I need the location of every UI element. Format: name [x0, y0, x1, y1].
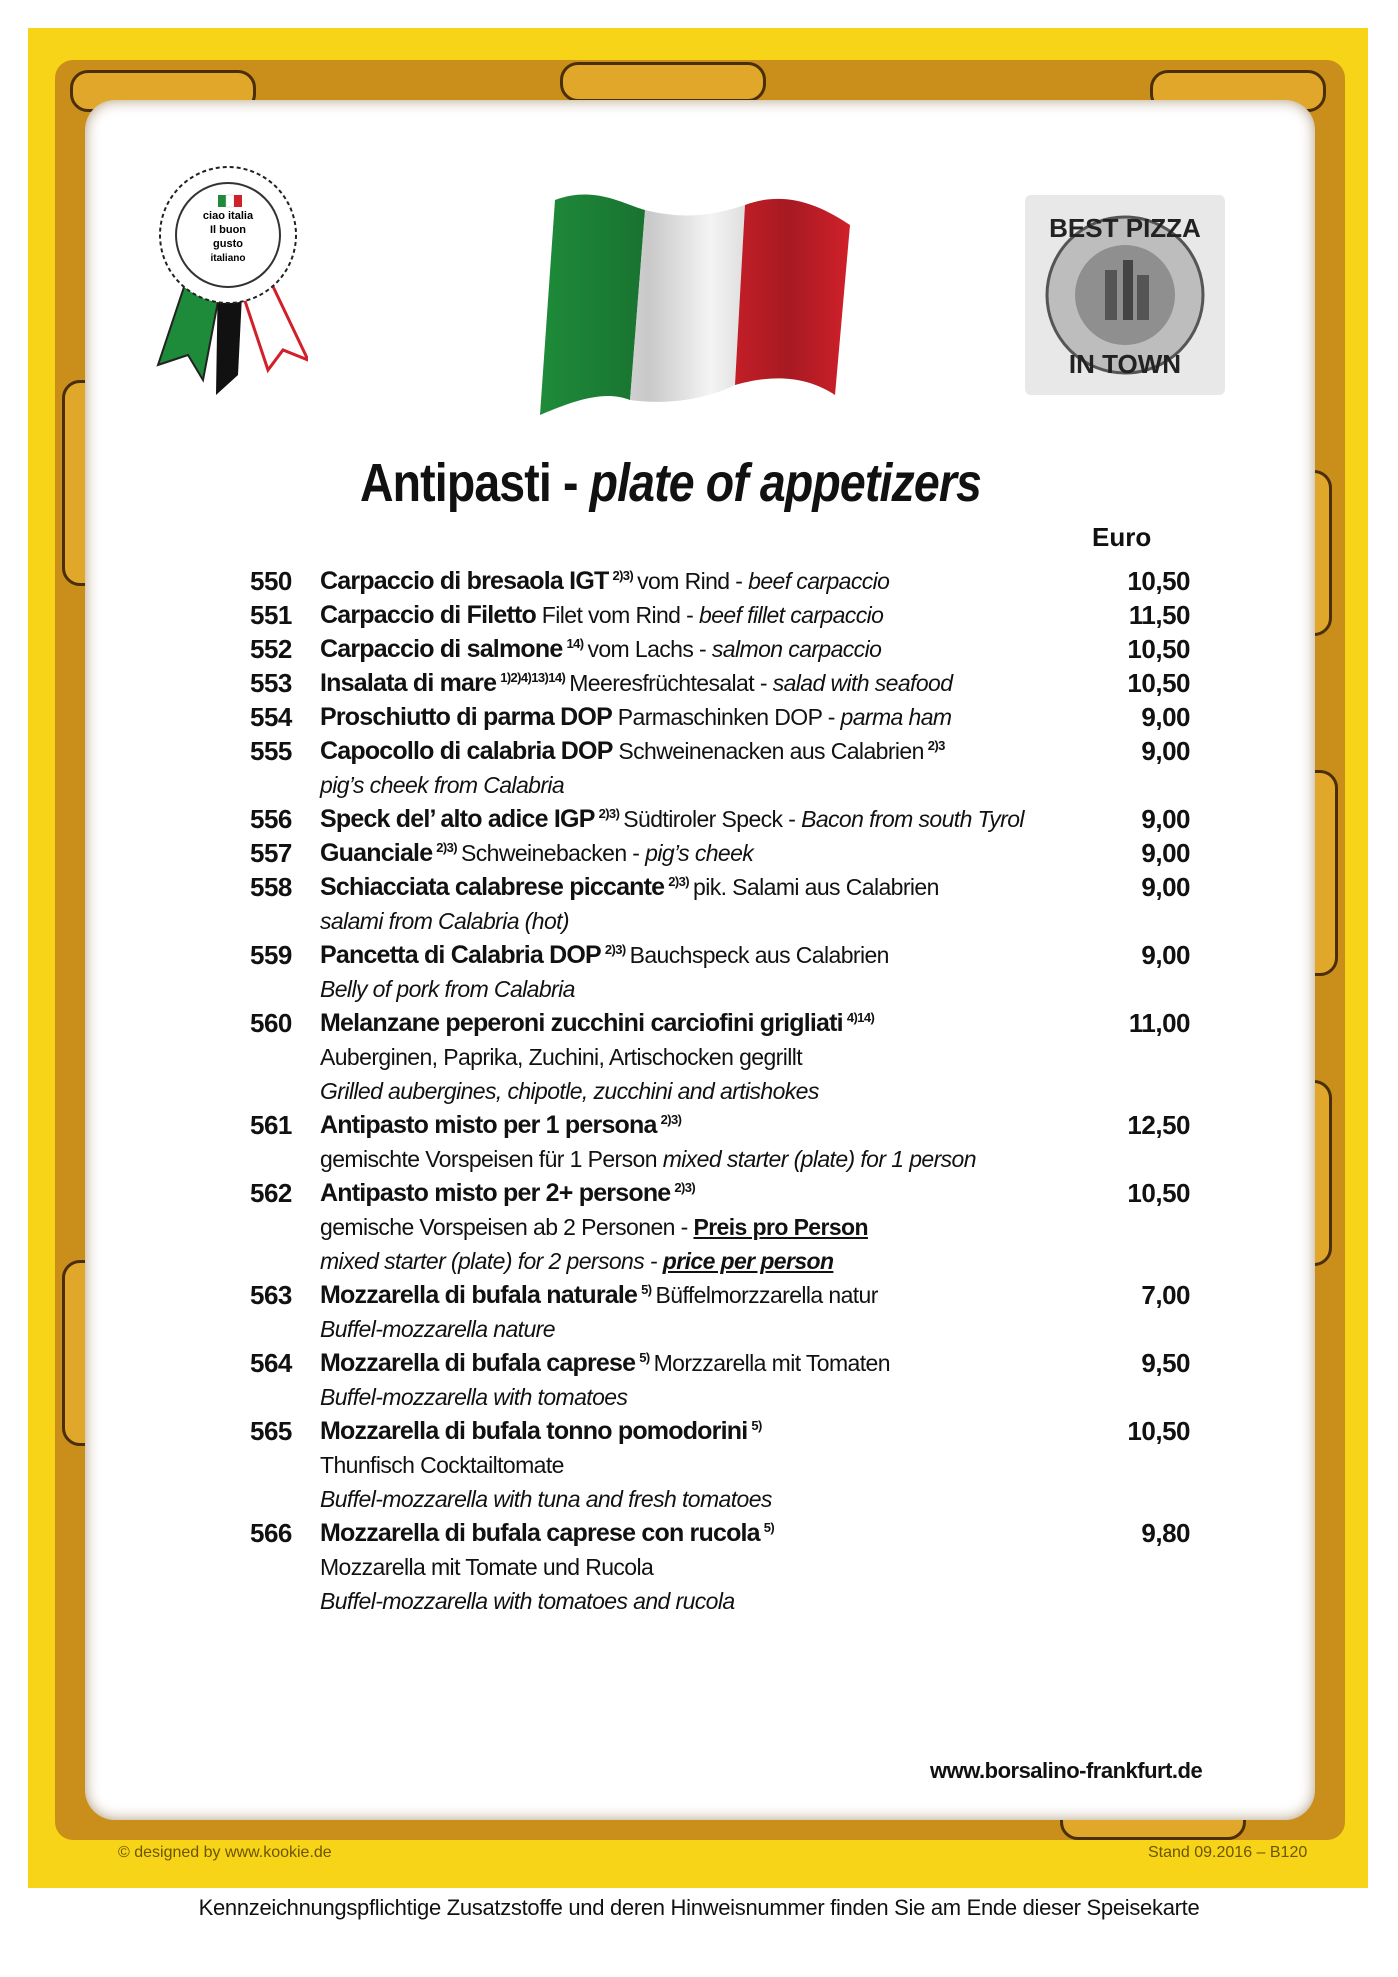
allergen-codes: 5) [763, 1520, 775, 1536]
menu-item [250, 802, 1190, 836]
item-number: 560 [250, 1008, 292, 1038]
allergen-codes: 14) [566, 636, 584, 652]
item-price: 12,50 [1127, 1110, 1190, 1140]
item-number: 566 [250, 1518, 292, 1548]
item-english-description: salami from Calabria (hot) [320, 908, 569, 934]
item-english-description: Belly of pork from Calabria [320, 976, 575, 1002]
item-english-description: Grilled aubergines, chipotle, zucchini and artishokes [320, 1078, 819, 1104]
item-english-description: salad with seafood [772, 670, 953, 696]
item-number: 565 [250, 1416, 292, 1446]
item-number: 554 [250, 702, 292, 732]
item-price: 9,80 [1141, 1518, 1190, 1548]
item-german-description: vom Lachs - [587, 636, 712, 662]
item-number: 562 [250, 1178, 292, 1208]
item-german-description: Schweinebacken - [461, 840, 646, 866]
item-description [320, 632, 1080, 666]
item-price: 10,50 [1127, 1416, 1190, 1446]
item-price: 9,50 [1141, 1348, 1190, 1378]
menu-item-line [250, 1346, 1190, 1380]
item-subline-german [250, 1550, 1190, 1584]
badge-text-2: Il buon [209, 224, 247, 236]
item-number: 550 [250, 566, 292, 596]
menu-item-line [250, 1516, 1190, 1550]
item-number: 555 [250, 736, 292, 766]
item-name: Antipasto misto per 2+ persone [320, 1179, 671, 1207]
menu-item [250, 666, 1190, 700]
item-german-description: gemische Vorspeisen ab 2 Personen - [320, 1214, 694, 1240]
item-number: 552 [250, 634, 292, 664]
item-german-description: Schweinenacken aus Calabrien [618, 738, 924, 764]
designer-credit: © designed by www.kookie.de [118, 1844, 332, 1861]
item-german-description: vom Rind - [637, 568, 749, 594]
item-english-description: pig’s cheek [645, 840, 754, 866]
item-price: 9,00 [1141, 838, 1190, 868]
item-subline-german [250, 1448, 1190, 1482]
item-number: 551 [250, 600, 292, 630]
allergen-codes: 2)3) [604, 942, 626, 958]
item-english-description: Buffel-mozzarella with tomatoes and rucola [320, 1588, 735, 1614]
item-subline-english [250, 1380, 1190, 1414]
item-price: 9,00 [1141, 872, 1190, 902]
item-english-description: salmon carpaccio [711, 636, 882, 662]
item-subline-english [250, 1482, 1190, 1516]
allergen-codes: 2)3) [660, 1112, 682, 1128]
menu-item-line [250, 700, 1190, 734]
item-name: Proschiutto di parma DOP [320, 703, 612, 731]
item-name: Guanciale [320, 839, 433, 867]
item-name: Carpaccio di Filetto [320, 601, 536, 629]
item-name: Mozzarella di bufala tonno pomodorini [320, 1417, 748, 1445]
additives-footer-note: Kennzeichnungspflichtige Zusatzstoffe und deren Hinweisnummer finden Sie am Ende dieser Speisekarte [198, 1895, 1200, 1920]
menu-item-line [250, 564, 1190, 598]
item-german-description: gemischte Vorspeisen für 1 Person [320, 1146, 663, 1172]
item-name: Mozzarella di bufala naturale [320, 1281, 638, 1309]
menu-item [250, 836, 1190, 870]
item-german-description: Südtiroler Speck - [623, 806, 802, 832]
item-english-description: Buffel-mozzarella with tomatoes [320, 1384, 628, 1410]
item-german-description: Morzzarella mit Tomaten [653, 1350, 890, 1376]
logo-text-top: BEST PIZZA [1049, 213, 1201, 243]
item-english-description: beef fillet carpaccio [699, 602, 884, 628]
menu-item-line [250, 598, 1190, 632]
ciao-italia-badge [148, 165, 308, 415]
item-number: 561 [250, 1110, 292, 1140]
item-name: Mozzarella di bufala caprese [320, 1349, 636, 1377]
item-price: 10,50 [1127, 634, 1190, 664]
item-english-description: beef carpaccio [748, 568, 890, 594]
menu-item-line [250, 1414, 1190, 1448]
scroll-decoration [560, 62, 766, 102]
item-german-description: pik. Salami aus Calabrien [693, 874, 939, 900]
item-subline-english [250, 1244, 1190, 1278]
item-description [320, 734, 1080, 768]
allergen-codes: 2)3) [598, 806, 620, 822]
item-description [320, 1006, 1080, 1040]
allergen-codes: 4)14) [846, 1010, 875, 1026]
price-note: price per person [662, 1248, 834, 1274]
item-price: 9,00 [1141, 702, 1190, 732]
item-description [320, 700, 1080, 734]
menu-item [250, 1516, 1190, 1618]
menu-item [250, 1108, 1190, 1176]
menu-item [250, 1414, 1190, 1516]
item-name: Carpaccio di salmone [320, 635, 563, 663]
item-name: Schiacciata calabrese piccante [320, 873, 665, 901]
badge-text-4: italiano [210, 253, 246, 264]
item-price: 10,50 [1127, 668, 1190, 698]
allergen-codes: 2)3) [436, 840, 458, 856]
item-german-description: Mozzarella mit Tomate und Rucola [320, 1554, 654, 1580]
allergen-codes: 2)3 [927, 738, 945, 754]
item-english-description: parma ham [840, 704, 952, 730]
item-description [320, 802, 1080, 836]
item-english-description: Buffel-mozzarella with tuna and fresh tomatoes [320, 1486, 772, 1512]
item-description [320, 1108, 1080, 1142]
item-name: Carpaccio di bresaola IGT [320, 567, 609, 595]
item-price: 9,00 [1141, 804, 1190, 834]
item-subline-english [250, 1074, 1190, 1108]
allergen-codes: 1)2)4)13)14) [500, 670, 566, 686]
item-german-description: Auberginen, Paprika, Zuchini, Artischocken gegrillt [320, 1044, 803, 1070]
item-subline-english [250, 904, 1190, 938]
item-number: 553 [250, 668, 292, 698]
menu-item [250, 734, 1190, 802]
item-name: Speck del’ alto adice IGP [320, 805, 595, 833]
item-description [320, 1516, 1080, 1550]
item-description [320, 1176, 1080, 1210]
menu-item-line [250, 938, 1190, 972]
item-number: 558 [250, 872, 292, 902]
item-price: 10,50 [1127, 1178, 1190, 1208]
menu-item-line [250, 870, 1190, 904]
item-description [320, 564, 1080, 598]
best-pizza-in-town-logo [1025, 195, 1225, 395]
menu-list [250, 564, 1190, 1618]
item-german-description: Parmaschinken DOP - [617, 704, 841, 730]
item-description [320, 1414, 1080, 1448]
item-subline-english [250, 768, 1190, 802]
menu-item-line [250, 1108, 1190, 1142]
allergen-codes: 2)3) [668, 874, 689, 890]
menu-item [250, 1346, 1190, 1414]
item-description [320, 870, 1080, 904]
item-description [320, 1346, 1080, 1380]
item-number: 556 [250, 804, 292, 834]
item-name: Insalata di mare [320, 669, 497, 697]
item-number: 563 [250, 1280, 292, 1310]
menu-item [250, 938, 1190, 1006]
menu-item [250, 564, 1190, 598]
badge-text-1: ciao italia [202, 210, 254, 222]
menu-item [250, 700, 1190, 734]
item-german-description: Meeresfrüchtesalat - [569, 670, 773, 696]
allergen-codes: 5) [641, 1282, 652, 1298]
item-description [320, 666, 1080, 700]
item-description [320, 836, 1080, 870]
item-subline-german [250, 1210, 1190, 1244]
item-english-description: mixed starter (plate) for 2 persons - [320, 1248, 663, 1274]
item-description [320, 1278, 1080, 1312]
price-note: Preis pro Person [693, 1214, 868, 1240]
title-italic: plate of appetizers [589, 453, 982, 513]
menu-item-line [250, 632, 1190, 666]
menu-item [250, 1006, 1190, 1108]
item-english-description: Buffel-mozzarella nature [320, 1316, 555, 1342]
allergen-codes: 5) [639, 1350, 650, 1366]
item-description [320, 598, 1080, 632]
item-price: 9,00 [1141, 736, 1190, 766]
menu-item [250, 1278, 1190, 1346]
website-link[interactable]: www.borsalino-frankfurt.de [930, 1758, 1203, 1783]
item-name: Mozzarella di bufala caprese con rucola [320, 1519, 760, 1547]
menu-item-line [250, 1006, 1190, 1040]
item-subline-english [250, 1584, 1190, 1618]
title-main: Antipasti - [360, 453, 590, 513]
item-english-description: Bacon from south Tyrol [801, 806, 1024, 832]
item-number: 564 [250, 1348, 292, 1378]
badge-text-3: gusto [213, 238, 243, 250]
item-german-description: Filet vom Rind - [541, 602, 700, 628]
item-name: Capocollo di calabria DOP [320, 737, 613, 765]
menu-item-line [250, 1176, 1190, 1210]
item-price: 11,00 [1128, 1008, 1190, 1038]
item-number: 559 [250, 940, 292, 970]
currency-label: Euro [1092, 522, 1152, 552]
version-stamp: Stand 09.2016 – B120 [1148, 1844, 1308, 1861]
menu-item [250, 632, 1190, 666]
page-title [360, 452, 981, 514]
menu-item-line [250, 836, 1190, 870]
item-name: Melanzane peperoni zucchini carciofini grigliati [320, 1009, 843, 1037]
item-subline-english [250, 972, 1190, 1006]
item-description [320, 938, 1080, 972]
menu-item-line [250, 802, 1190, 836]
menu-item [250, 598, 1190, 632]
item-price: 10,50 [1127, 566, 1190, 596]
item-german-description: Bauchspeck aus Calabrien [629, 942, 889, 968]
item-price: 9,00 [1141, 940, 1190, 970]
item-english-description: mixed starter (plate) for 1 person [662, 1146, 976, 1172]
item-english-description: pig’s cheek from Calabria [320, 772, 565, 798]
allergen-codes: 5) [751, 1418, 762, 1434]
logo-text-bottom: IN TOWN [1068, 349, 1182, 379]
allergen-codes: 2)3) [612, 568, 634, 584]
item-name: Antipasto misto per 1 persona [320, 1111, 657, 1139]
item-german-description: Thunfisch Cocktailtomate [320, 1452, 564, 1478]
menu-item-line [250, 666, 1190, 700]
item-price: 11,50 [1128, 600, 1190, 630]
item-name: Pancetta di Calabria DOP [320, 941, 601, 969]
item-subline-german [250, 1040, 1190, 1074]
menu-item [250, 1176, 1190, 1278]
item-subline-german [250, 1142, 1190, 1176]
menu-item [250, 870, 1190, 938]
item-number: 557 [250, 838, 292, 868]
allergen-codes: 2)3) [674, 1180, 696, 1196]
item-german-description: Büffelmorzzarella natur [655, 1282, 878, 1308]
item-subline-english [250, 1312, 1190, 1346]
item-price: 7,00 [1141, 1280, 1190, 1310]
menu-item-line [250, 734, 1190, 768]
menu-item-line [250, 1278, 1190, 1312]
italian-flag-image [535, 185, 855, 415]
